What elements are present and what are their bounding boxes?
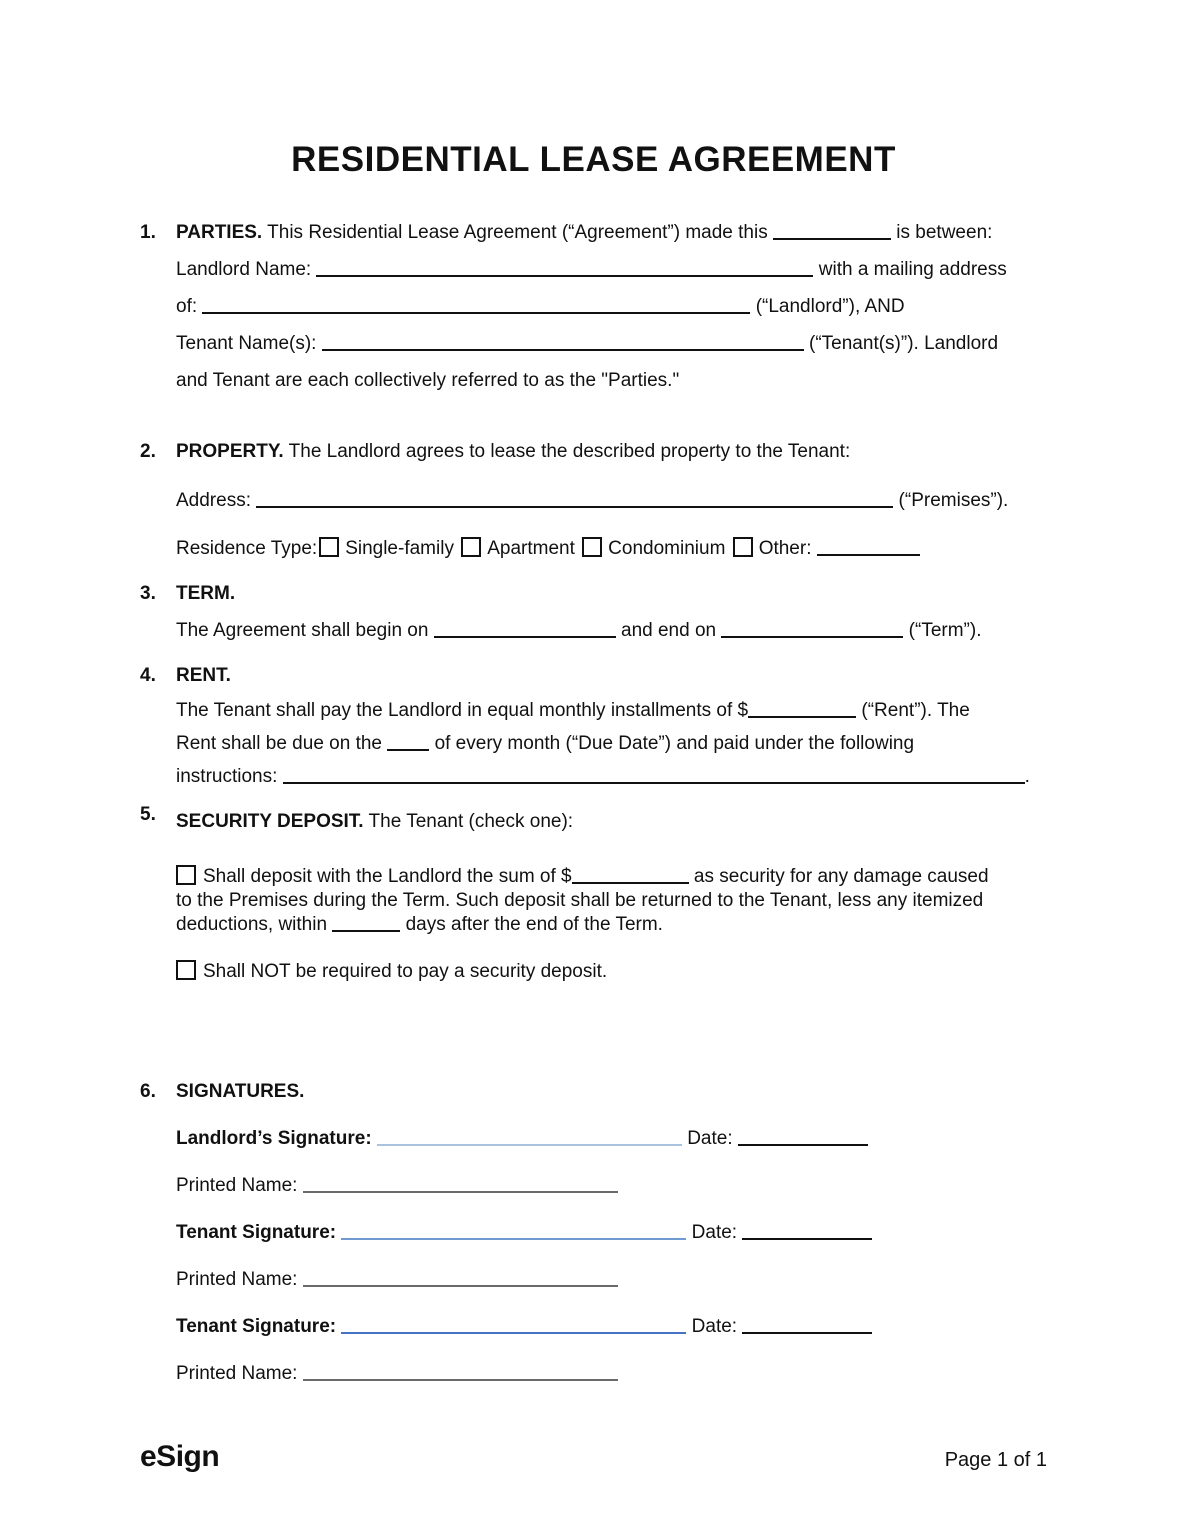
section-heading: PARTIES.: [176, 222, 263, 243]
deposit-line2-text: to the Premises during the Term. Such deposit shall be returned to the Tenant, less any itemized: [176, 890, 984, 911]
landlord-name-blank[interactable]: [316, 261, 813, 277]
deposit-line1-after: as security for any damage caused: [693, 866, 989, 887]
section-heading: TERM.: [176, 583, 236, 604]
no-deposit-text: Shall NOT be required to pay a security deposit.: [203, 961, 608, 982]
other-checkbox[interactable]: [733, 537, 753, 557]
page-footer: [140, 1440, 1047, 1474]
tenant1-printed-name-blank[interactable]: [303, 1271, 618, 1287]
landlord-date-blank[interactable]: [738, 1130, 868, 1146]
term-middle-text: and end on: [621, 620, 717, 641]
parties-intro-text: This Residential Lease Agreement (“Agreement”) made this: [267, 222, 768, 243]
section-heading: PROPERTY.: [176, 441, 284, 462]
residence-type-label: Residence Type:: [176, 538, 318, 559]
mailing-address-blank[interactable]: [202, 298, 750, 314]
section-security-deposit: [140, 803, 1047, 984]
rent-amount-line: [176, 694, 1047, 727]
term-after-text: (“Term”).: [908, 620, 982, 641]
section-number: 5.: [140, 804, 156, 825]
landlord-signature-field[interactable]: [377, 1130, 682, 1146]
condominium-label: Condominium: [608, 538, 726, 559]
tenant1-date-blank[interactable]: [742, 1224, 872, 1240]
tenant2-signature-field[interactable]: [341, 1318, 686, 1334]
mailing-address-label: of:: [176, 296, 198, 317]
property-address-line: [176, 482, 1047, 519]
mailing-address-after: (“Landlord”), AND: [755, 296, 905, 317]
date-label: Date:: [687, 1128, 733, 1149]
section-term: [140, 575, 1047, 649]
section-parties: [140, 214, 1047, 399]
no-deposit-option-line: [176, 960, 1047, 984]
section-number: 4.: [140, 665, 156, 686]
apartment-label: Apartment: [487, 538, 575, 559]
residence-type-line: [176, 530, 1047, 567]
mailing-address-line: [176, 288, 1047, 325]
tenant-name-label: Tenant Name(s):: [176, 333, 317, 354]
rent-due-text: Rent shall be due on the: [176, 733, 382, 754]
term-begin-date-blank[interactable]: [434, 622, 616, 638]
page-number: Page 1 of 1: [944, 1449, 1047, 1471]
landlord-printed-name-row: [176, 1173, 1047, 1198]
tenant1-signature-label: Tenant Signature:: [176, 1222, 337, 1243]
landlord-signature-row: [176, 1126, 1047, 1151]
property-intro-line: [176, 433, 1047, 470]
term-end-date-blank[interactable]: [721, 622, 903, 638]
landlord-signature-label: Landlord’s Signature:: [176, 1128, 372, 1149]
agreement-date-blank[interactable]: [773, 224, 891, 240]
term-begin-text: The Agreement shall begin on: [176, 620, 429, 641]
tenant2-printed-name-row: [176, 1361, 1047, 1386]
rent-instructions-line: [176, 760, 1047, 793]
date-label: Date:: [691, 1222, 738, 1243]
security-intro-text: The Tenant (check one):: [368, 811, 574, 832]
section-rent: [140, 657, 1047, 793]
landlord-name-label: Landlord Name:: [176, 259, 312, 280]
section-number: 3.: [140, 583, 156, 604]
landlord-name-after: with a mailing address: [818, 259, 1007, 280]
property-intro-text: The Landlord agrees to lease the described property to the Tenant:: [288, 441, 851, 462]
rent-amount-after: (“Rent”). The: [861, 700, 970, 721]
section-number: 2.: [140, 441, 156, 462]
printed-name-label: Printed Name:: [176, 1175, 298, 1196]
deposit-line3-after: days after the end of the Term.: [405, 914, 663, 935]
date-label: Date:: [691, 1316, 738, 1337]
tenant2-signature-label: Tenant Signature:: [176, 1316, 337, 1337]
term-line: [176, 612, 1047, 649]
parties-closing-line: and Tenant are each collectively referred to as the "Parties.": [176, 370, 680, 391]
rent-due-line: [176, 727, 1047, 760]
landlord-name-line: [176, 251, 1047, 288]
section-property: [140, 433, 1047, 567]
rent-due-after: of every month (“Due Date”) and paid under the following: [434, 733, 915, 754]
single-family-checkbox[interactable]: [319, 537, 339, 557]
shall-deposit-checkbox[interactable]: [176, 865, 196, 885]
tenant-name-line: [176, 325, 1047, 362]
tenant-name-after: (“Tenant(s)”). Landlord: [809, 333, 999, 354]
section-number: 6.: [140, 1081, 156, 1102]
section-signatures: [140, 1079, 1047, 1386]
instructions-period: .: [1024, 766, 1030, 787]
page-title: RESIDENTIAL LEASE AGREEMENT: [291, 140, 896, 179]
landlord-printed-name-blank[interactable]: [303, 1177, 618, 1193]
rent-amount-blank[interactable]: [748, 702, 856, 718]
tenant2-printed-name-blank[interactable]: [303, 1365, 618, 1381]
due-day-blank[interactable]: [387, 735, 429, 751]
tenant2-date-blank[interactable]: [742, 1318, 872, 1334]
deposit-option-paragraph: [176, 865, 1047, 937]
single-family-label: Single-family: [345, 538, 454, 559]
tenant-name-blank[interactable]: [322, 335, 804, 351]
section-heading: SIGNATURES.: [176, 1081, 305, 1102]
tenant1-signature-field[interactable]: [341, 1224, 686, 1240]
tenant2-signature-row: [176, 1314, 1047, 1339]
printed-name-label: Printed Name:: [176, 1269, 298, 1290]
other-label: Other:: [758, 538, 812, 559]
other-blank[interactable]: [817, 540, 920, 556]
esign-logo: eSign: [140, 1440, 220, 1473]
deposit-line1-text: Shall deposit with the Landlord the sum of $: [203, 866, 572, 887]
rent-amount-text: The Tenant shall pay the Landlord in equal monthly installments of $: [176, 700, 749, 721]
payment-instructions-blank[interactable]: [283, 768, 1025, 784]
shall-not-deposit-checkbox[interactable]: [176, 960, 196, 980]
condominium-checkbox[interactable]: [582, 537, 602, 557]
address-after: (“Premises”).: [898, 490, 1009, 511]
section-heading: RENT.: [176, 665, 231, 686]
address-blank[interactable]: [256, 492, 893, 508]
deposit-days-blank[interactable]: [332, 916, 400, 932]
address-label: Address:: [176, 490, 251, 511]
deposit-amount-blank[interactable]: [572, 868, 689, 884]
tenant1-signature-row: [176, 1220, 1047, 1245]
printed-name-label: Printed Name:: [176, 1363, 298, 1384]
section-heading: SECURITY DEPOSIT.: [176, 811, 364, 832]
instructions-label: instructions:: [176, 766, 278, 787]
security-intro-line: [176, 803, 1047, 840]
tenant1-printed-name-row: [176, 1267, 1047, 1292]
section-number: 1.: [140, 222, 156, 243]
deposit-line3-text: deductions, within: [176, 914, 328, 935]
apartment-checkbox[interactable]: [461, 537, 481, 557]
parties-intro-line: [176, 214, 1047, 251]
parties-intro-after: is between:: [896, 222, 993, 243]
